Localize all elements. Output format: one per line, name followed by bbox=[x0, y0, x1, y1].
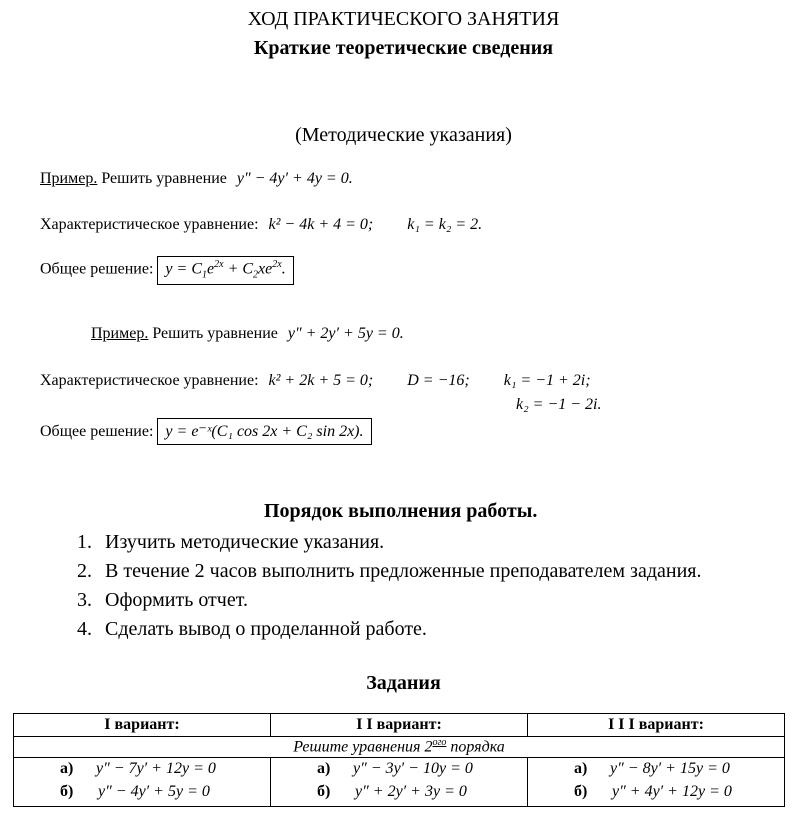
example2-characteristic bbox=[40, 372, 591, 390]
example2-discriminant: D = −16; bbox=[407, 372, 470, 389]
step-text: Изучить методические указания. bbox=[105, 531, 385, 553]
example1-general-label: Общее решение: bbox=[40, 260, 154, 278]
example1-characteristic bbox=[40, 216, 482, 234]
example1-equation: y″ − 4y′ + 4y = 0. bbox=[236, 170, 353, 187]
procedure-step bbox=[77, 586, 702, 615]
example1-statement bbox=[40, 170, 353, 188]
task-b-label: б) bbox=[574, 783, 588, 800]
example2-equation: y″ + 2y′ + 5y = 0. bbox=[287, 325, 404, 342]
tasks-table bbox=[13, 713, 785, 807]
subtitle-text: Решите уравнения 2 bbox=[293, 738, 433, 756]
task-a-equation: y″ − 3y′ − 10y = 0 bbox=[353, 760, 473, 777]
step-number: 2. bbox=[77, 560, 92, 582]
solution-part: y = C bbox=[165, 260, 202, 278]
example1-char-label: Характеристическое уравнение: bbox=[40, 216, 259, 233]
variant-2-cell bbox=[271, 758, 528, 807]
variant-1-cell bbox=[14, 758, 271, 807]
example2-root1: k₁ = −1 + 2i; bbox=[503, 372, 591, 389]
task-a-label: а) bbox=[317, 760, 331, 777]
step-number: 3. bbox=[77, 589, 92, 611]
document-title: ХОД ПРАКТИЧЕСКОГО ЗАНЯТИЯ bbox=[247, 8, 560, 30]
tasks-title: Задания bbox=[366, 672, 441, 694]
procedure-steps bbox=[77, 528, 702, 644]
procedure-title: Порядок выполнения работы. bbox=[264, 500, 538, 522]
solution-sup: 2x bbox=[214, 259, 224, 270]
task-b-equation: y″ − 4y′ + 5y = 0 bbox=[98, 783, 210, 800]
variant-3-header: I I I вариант: bbox=[528, 714, 785, 737]
variant-2-header: I I вариант: bbox=[271, 714, 528, 737]
example2-solution-box: y = e⁻ˣ(C₁ cos 2x + C₂ sin 2x). bbox=[157, 418, 371, 445]
example1-general bbox=[40, 256, 294, 285]
procedure-step bbox=[77, 528, 702, 557]
solution-sub: 1 bbox=[202, 269, 207, 281]
subtitle-sup: ого bbox=[432, 737, 447, 749]
solution-sup: 2x bbox=[272, 259, 282, 270]
step-text: Оформить отчет. bbox=[105, 589, 248, 611]
example2-general-label: Общее решение: bbox=[40, 423, 154, 440]
variant-3-cell bbox=[528, 758, 785, 807]
example2-general bbox=[40, 418, 372, 445]
tasks-subtitle-row bbox=[14, 737, 785, 758]
example1-task: Решить уравнение bbox=[101, 170, 227, 187]
example1-label: Пример. bbox=[40, 170, 98, 187]
step-number: 1. bbox=[77, 531, 92, 553]
task-a-equation: y″ − 8y′ + 15y = 0 bbox=[610, 760, 730, 777]
step-text: В течение 2 часов выполнить предложенные преподавателем задания. bbox=[105, 560, 702, 582]
task-b-label: б) bbox=[60, 783, 74, 800]
document-subtitle: Краткие теоретические сведения bbox=[253, 37, 554, 59]
example2-char-equation: k² + 2k + 5 = 0; bbox=[268, 372, 374, 389]
task-b-equation: y″ + 4y′ + 12y = 0 bbox=[612, 783, 732, 800]
example1-roots: k₁ = k₂ = 2. bbox=[407, 216, 483, 233]
solution-part: xe bbox=[258, 260, 273, 278]
solution-sub: 2 bbox=[253, 269, 259, 281]
solution-part: . bbox=[281, 260, 286, 278]
example2-label: Пример. bbox=[91, 325, 149, 342]
methodical-heading: (Методические указания) bbox=[295, 124, 512, 146]
procedure-step bbox=[77, 557, 702, 586]
task-b-label: б) bbox=[317, 783, 331, 800]
variant-1-header: I вариант: bbox=[14, 714, 271, 737]
procedure-step bbox=[77, 615, 702, 644]
task-a-label: а) bbox=[574, 760, 588, 777]
task-b-equation: y″ + 2y′ + 3y = 0 bbox=[355, 783, 467, 800]
solution-part: + C bbox=[223, 260, 254, 278]
tasks-subtitle bbox=[14, 737, 785, 758]
step-number: 4. bbox=[77, 618, 92, 640]
example2-char-label: Характеристическое уравнение: bbox=[40, 372, 259, 389]
task-a-label: а) bbox=[60, 760, 74, 777]
tasks-header-row bbox=[14, 714, 785, 737]
solution-part: e bbox=[207, 260, 215, 278]
subtitle-end: порядка bbox=[446, 738, 505, 756]
example1-char-equation: k² − 4k + 4 = 0; bbox=[268, 216, 374, 233]
example2-statement bbox=[91, 325, 404, 343]
example2-task: Решить уравнение bbox=[152, 325, 278, 342]
task-a-equation: y″ − 7y′ + 12y = 0 bbox=[96, 760, 216, 777]
tasks-equations-row bbox=[14, 758, 785, 807]
example2-root2: k₂ = −1 − 2i. bbox=[516, 396, 602, 413]
example1-solution-box bbox=[157, 256, 293, 285]
step-text: Сделать вывод о проделанной работе. bbox=[105, 618, 427, 640]
